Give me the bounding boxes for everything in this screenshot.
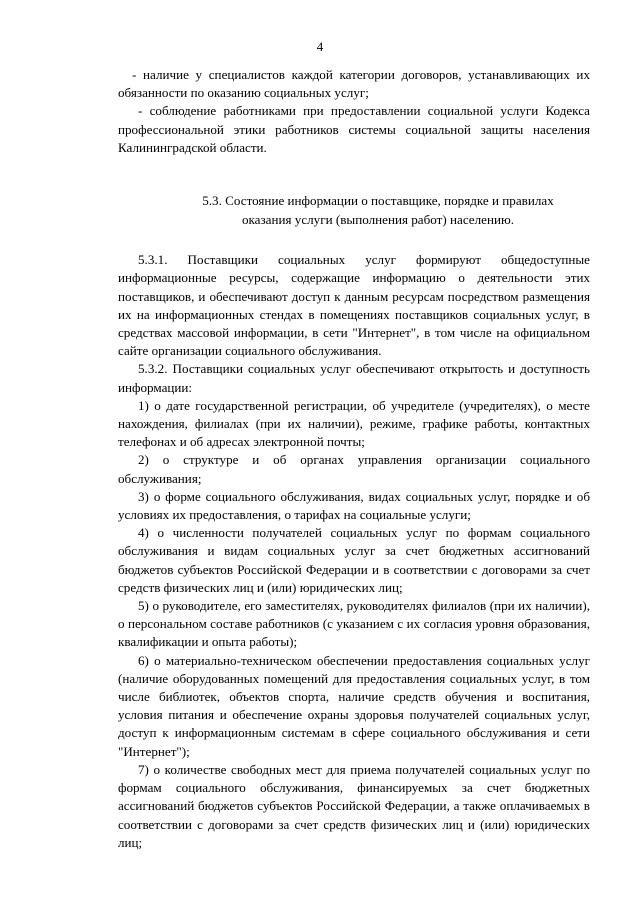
list-item-3: 3) о форме социального обслуживания, видах социальных услуг, порядке и об условиях их предоставления, о тарифах на социальные услуги; xyxy=(118,488,590,523)
list-item-4: 4) о численности получателей социальных услуг по формам социального обслуживания и видам социальных услуг за счет бюджетных ассигнований бюджетов субъектов Российской Федерации и в соответствии с договорами за счет средств физических лиц и (или) юридических лиц; xyxy=(118,525,590,595)
section-heading-line-1: 5.3. Состояние информации о поставщике, порядке и правилах xyxy=(202,193,554,209)
section-heading xyxy=(118,192,590,229)
page-number: 4 xyxy=(316,39,324,54)
paragraph-5-3-2: 5.3.2. Поставщики социальных услуг обеспечивают открытость и доступность информации: xyxy=(118,361,590,395)
list-item-2: 2) о структуре и об органах управления организации социального обслуживания; xyxy=(118,452,590,486)
section-heading-line-2: оказания услуги (выполнения работ) населению. xyxy=(241,211,515,227)
list-item-5: 5) о руководителе, его заместителях, руководителях филиалов (при их наличии), о персональном составе работников (с указанием с их согласия уровня образования, квалификации и опыта работы); xyxy=(118,598,590,650)
list-item-6: 6) о материально-техническом обеспечении предоставления социальных услуг (наличие оборудованных помещений для предоставления социальных услуг, в том числе библиотек, объектов спорта, наличие средств обучения и воспитания, условия питания и обеспечение охраны здоровья получателей социальных услуг, доступ к информационным системам в сфере социального обслуживания и сети "Интернет"); xyxy=(118,652,590,759)
paragraph-5-3-1: 5.3.1. Поставщики социальных услуг формируют общедоступные информационные ресурсы, содержащие информацию о деятельности этих поставщиков, и обеспечивают доступ к данным ресурсам посредством размещения их на информационных стендах в помещениях поставщиков социальных услуг, в средствах массовой информации, в сети "Интернет", в том числе на официальном сайте организации социального обслуживания. xyxy=(118,252,590,359)
list-item-1: 1) о дате государственной регистрации, об учредителе (учредителях), о месте нахождения, филиалах (при их наличии), режиме, графике работы, контактных телефонах и об адресах электронной почты; xyxy=(118,397,590,450)
intro-item-contracts: - наличие у специалистов каждой категории договоров, устанавливающих их обязанности по оказанию социальных услуг; xyxy=(118,67,590,101)
intro-item-ethics-code: - соблюдение работниками при предоставлении социальной услуги Кодекса профессиональной этики работников системы социальной защиты населения Калининградской области. xyxy=(118,103,590,155)
page-content xyxy=(118,66,590,852)
list-item-7: 7) о количестве свободных мест для приема получателей социальных услуг по формам социального обслуживания, финансируемых за счет бюджетных ассигнований бюджетов субъектов Российской Федерации, а также оплачиваемых в соответствии с договорами за счет средств физических лиц и (или) юридических лиц; xyxy=(118,761,590,850)
